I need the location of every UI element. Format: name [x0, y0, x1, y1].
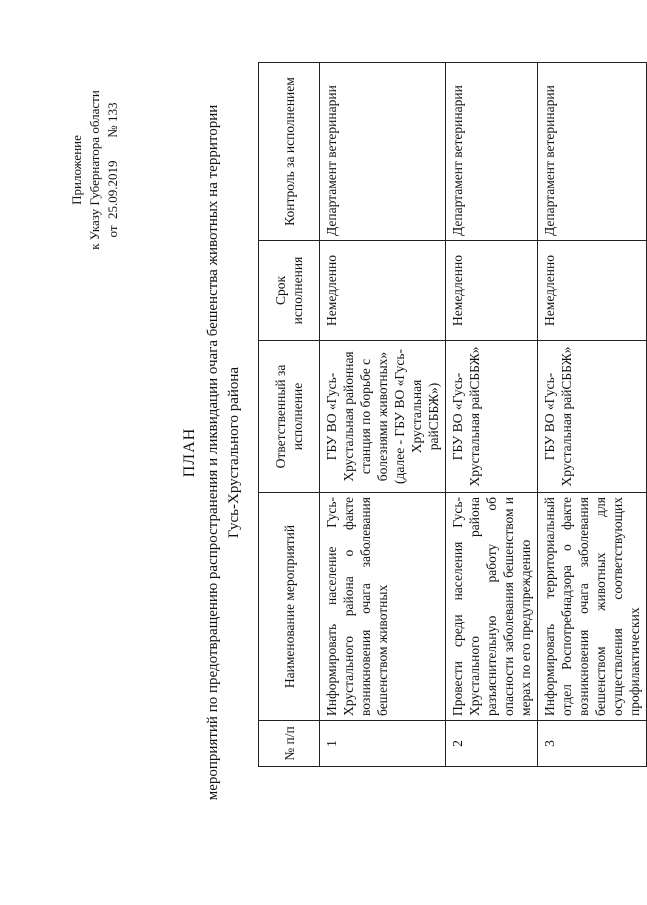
plan-table — [258, 62, 647, 767]
header-num: № п/п — [259, 721, 320, 767]
annex-date-prefix: от — [105, 225, 120, 238]
cell-num: 3 — [538, 721, 647, 767]
header-name: Наименование мероприятий — [259, 493, 320, 721]
cell-control: Департамент ветеринарии — [320, 63, 446, 241]
header-term: Срок исполнения — [259, 241, 320, 341]
cell-term: Немедленно — [320, 241, 446, 341]
annex-block — [68, 70, 122, 270]
table-row — [446, 63, 538, 767]
plan-subtitle-district: Гусь-Хрустального района — [226, 366, 242, 539]
table-row — [538, 63, 647, 767]
cell-name: Информировать население Гусь-Хрустального района о факте возникновения очага заболевания бешенством животных — [320, 493, 446, 721]
annex-date: 25.09.2019 — [105, 160, 120, 219]
cell-responsible: ГБУ ВО «Гусь-Хрустальная районная станция по борьбе с болезнями животных» (далее - ГБУ ВО «Гусь-Хрустальная райСББЖ») — [320, 341, 446, 493]
annex-date-line — [104, 70, 122, 270]
cell-num: 1 — [320, 721, 446, 767]
cell-term: Немедленно — [538, 241, 647, 341]
cell-responsible: ГБУ ВО «Гусь-Хрустальная райСББЖ» — [538, 341, 647, 493]
plan-subtitle: мероприятий по предотвращению распространения и ликвидации очага бешенства животных на территории — [205, 104, 221, 801]
cell-name: Провести среди населения Гусь-Хрустального района разъяснительную работу об опасности заболевания бешенством и мерах по его предупреждению — [446, 493, 538, 721]
header-control: Контроль за исполнением — [259, 63, 320, 241]
plan-title: ПЛАН — [181, 427, 198, 478]
annex-title: Приложение — [69, 135, 84, 205]
annex-number: № 133 — [105, 102, 120, 138]
cell-name: Информировать территориальный отдел Роспотребнадзора о факте возникновения очага заболевания бешенством животных для осуществления соответствующих профилактических — [538, 493, 647, 721]
table-header-row — [259, 63, 320, 767]
cell-control: Департамент ветеринарии — [538, 63, 647, 241]
cell-responsible: ГБУ ВО «Гусь-Хрустальная райСББЖ» — [446, 341, 538, 493]
annex-decree: к Указу Губернатора области — [87, 90, 102, 250]
cell-control: Департамент ветеринарии — [446, 63, 538, 241]
cell-term: Немедленно — [446, 241, 538, 341]
cell-num: 2 — [446, 721, 538, 767]
table-row — [320, 63, 446, 767]
header-responsible: Ответственный за исполнение — [259, 341, 320, 493]
